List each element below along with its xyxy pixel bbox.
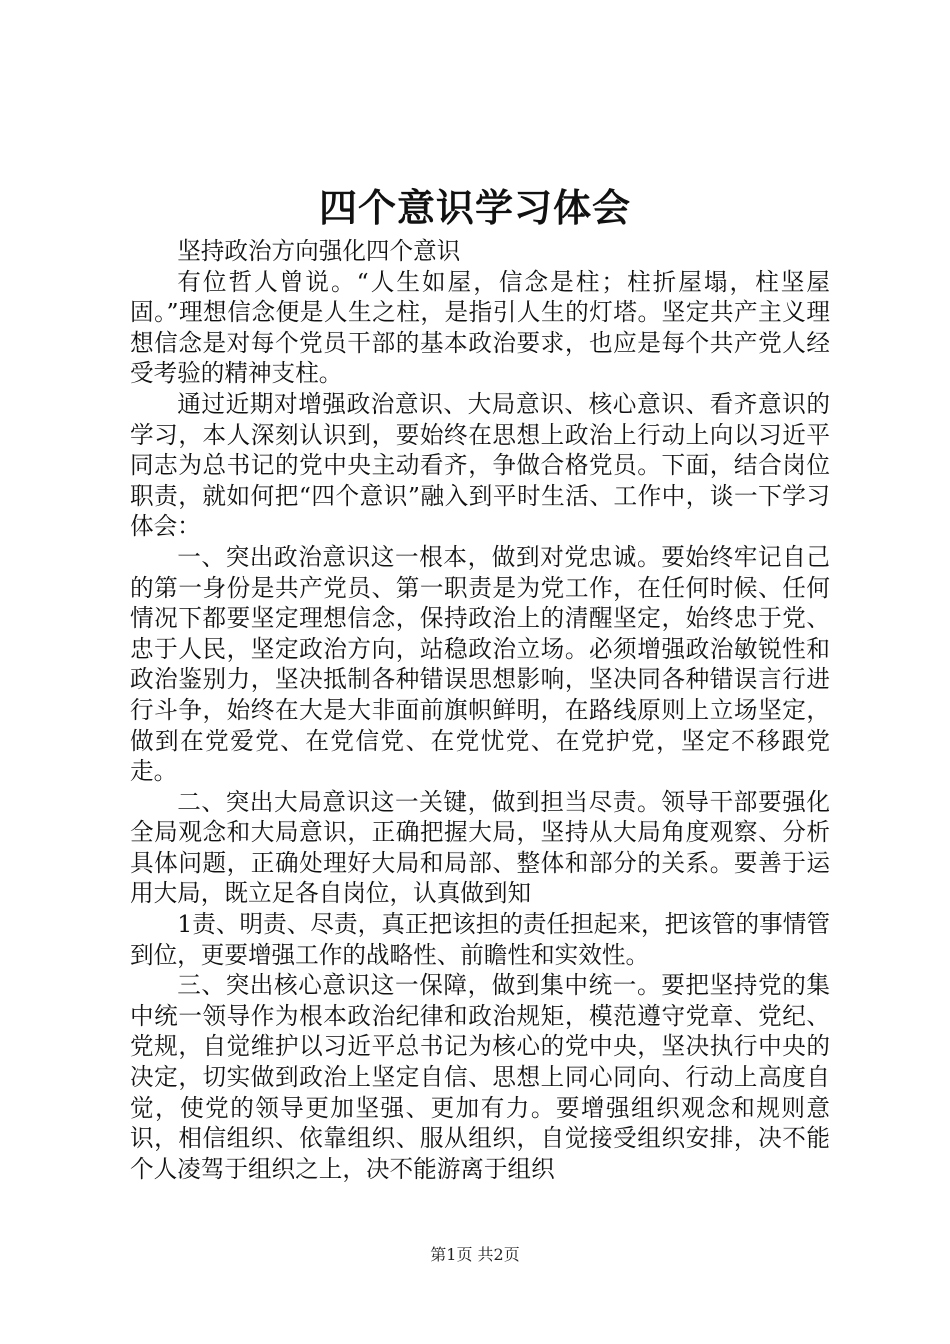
document-body — [130, 236, 830, 1184]
paragraph: 三、突出核心意识这一保障，做到集中统一。要把坚持党的集中统一领导作为根本政治纪律和政治规矩，模范遵守党章、党纪、党规，自觉维护以习近平总书记为核心的党中央，坚决执行中央的决定，切实做到政治上坚定自信、思想上同心同向、行动上高度自觉，使党的领导更加坚强、更加有力。要增强组织观念和规则意识，相信组织、依靠组织、服从组织，自觉接受组织安排，决不能个人凌驾于组织之上，决不能游离于组织 — [130, 971, 830, 1183]
paragraph: 二、突出大局意识这一关键，做到担当尽责。领导干部要强化全局观念和大局意识，正确把握大局，坚持从大局角度观察、分析具体问题，正确处理好大局和局部、整体和部分的关系。要善于运用大局，既立足各自岗位，认真做到知 — [130, 787, 830, 908]
paragraph: 有位哲人曾说。“人生如屋，信念是柱；柱折屋塌，柱坚屋固。”理想信念便是人生之柱，是指引人生的灯塔。坚定共产主义理想信念是对每个党员干部的基本政治要求，也应是每个共产党人经受考验的精神支柱。 — [130, 267, 830, 388]
document-title: 四个意识学习体会 — [318, 185, 631, 230]
paragraph: 1责、明责、尽责，真正把该担的责任担起来，把该管的事情管到位，更要增强工作的战略性、前瞻性和实效性。 — [130, 910, 830, 969]
page-number-footer: 第1页 共2页 — [430, 1245, 520, 1264]
paragraph: 通过近期对增强政治意识、大局意识、核心意识、看齐意识的学习，本人深刻认识到，要始终在思想上政治上行动上向以习近平同志为总书记的党中央主动看齐，争做合格党员。下面，结合岗位职责，就如何把“四个意识”融入到平时生活、工作中，谈一下学习体会： — [130, 389, 830, 541]
paragraph: 一、突出政治意识这一根本，做到对党忠诚。要始终牢记自己的第一身份是共产党员、第一职责是为党工作，在任何时候、任何情况下都要坚定理想信念，保持政治上的清醒坚定，始终忠于党、忠于人民，坚定政治方向，站稳政治立场。必须增强政治敏锐性和政治鉴别力，坚决抵制各种错误思想影响，坚决同各种错误言行进行斗争，始终在大是大非面前旗帜鲜明，在路线原则上立场坚定，做到在党爱党、在党信党、在党忧党、在党护党，坚定不移跟党走。 — [130, 542, 830, 786]
paragraph-subtitle: 坚持政治方向强化四个意识 — [177, 237, 461, 265]
